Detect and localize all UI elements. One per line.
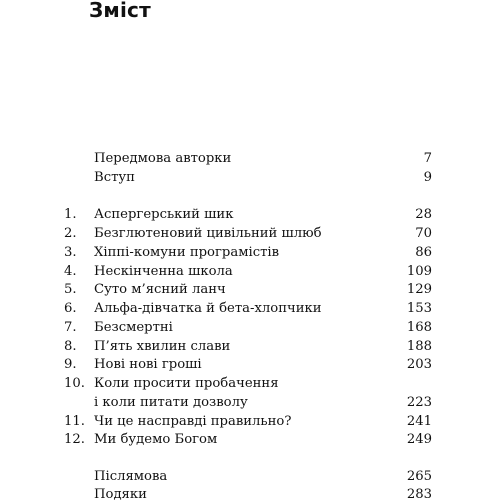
toc-entry-page: 188 [406, 339, 432, 354]
toc-entry-foreword [64, 149, 432, 168]
toc-entry-title: Вступ [94, 170, 135, 185]
toc-entry-page: 28 [415, 207, 432, 222]
toc-entry-page: 203 [406, 357, 432, 372]
toc-entry-number: 6. [64, 301, 77, 316]
toc-entry-page: 283 [406, 487, 432, 502]
toc-entry-title: Аспергерський шик [94, 207, 234, 222]
toc-entry-title: Хіппі-комуни програмістів [94, 245, 280, 260]
toc-entry-page: 168 [406, 320, 432, 335]
toc-entry-title: Передмова авторки [94, 151, 232, 166]
toc-entry-chapter-7 [64, 318, 432, 337]
toc-entry-chapter-9 [64, 355, 432, 374]
toc-entry-chapter-3 [64, 243, 432, 262]
toc-entry-chapter-1 [64, 205, 432, 224]
toc-entry-page: 70 [415, 226, 432, 241]
toc-entry-title: Коли просити пробачення [94, 376, 279, 391]
toc-entry-number: 8. [64, 339, 77, 354]
toc-entry-page: 129 [406, 282, 432, 297]
toc-entry-title: Післямова [94, 469, 168, 484]
toc-entry-acknowledgements [64, 485, 432, 504]
toc-entry-number: 3. [64, 245, 77, 260]
toc-entry-number: 10. [64, 376, 85, 391]
toc-entry-title: Подяки [94, 487, 147, 502]
toc-entry-number: 1. [64, 207, 77, 222]
toc-entry-title: Чи це насправді правильно? [94, 414, 292, 429]
toc-entry-number: 4. [64, 264, 77, 279]
toc-entry-page: 7 [423, 151, 432, 166]
toc-entry-title: Ми будемо Богом [94, 432, 218, 447]
toc-entry-chapter-4 [64, 262, 432, 281]
toc-entry-page: 153 [406, 301, 432, 316]
toc-entry-number: 5. [64, 282, 77, 297]
toc-entry-page: 9 [423, 170, 432, 185]
toc-entry-introduction [64, 168, 432, 187]
toc-entry-chapter-6 [64, 299, 432, 318]
toc-entry-chapter-10-continued [64, 393, 432, 412]
toc-entry-page: 109 [406, 264, 432, 279]
toc-entry-number: 9. [64, 357, 77, 372]
toc-entry-page: 86 [415, 245, 432, 260]
toc-entry-number: 7. [64, 320, 77, 335]
toc-entry-chapter-8 [64, 337, 432, 356]
toc-entry-title: Альфа-дівчатка й бета-хлопчики [94, 301, 322, 316]
toc-entry-chapter-12 [64, 430, 432, 449]
toc-entry-title: Безглютеновий цивільний шлюб [94, 226, 322, 241]
toc-entry-number: 11. [64, 414, 85, 429]
toc-entry-afterword [64, 467, 432, 486]
toc-entry-chapter-2 [64, 224, 432, 243]
toc-entry-title: Нескінченна школа [94, 264, 233, 279]
toc-entry-title-line2: і коли питати дозволу [94, 395, 248, 410]
toc-entry-title: Нові нові гроші [94, 357, 202, 372]
toc-entry-chapter-5 [64, 280, 432, 299]
toc-entry-page: 223 [406, 395, 432, 410]
toc-entry-chapter-11 [64, 412, 432, 431]
toc-entry-page: 249 [406, 432, 432, 447]
toc-entry-number: 12. [64, 432, 85, 447]
toc-entry-number: 2. [64, 226, 77, 241]
toc-entry-page: 265 [406, 469, 432, 484]
toc-entry-title: Суто м’ясний ланч [94, 282, 226, 297]
toc-entry-title: П’ять хвилин слави [94, 339, 231, 354]
toc-entry-chapter-10 [64, 374, 432, 393]
toc-entry-page: 241 [406, 414, 432, 429]
page-title: Зміст [89, 0, 151, 22]
toc-entry-title: Безсмертні [94, 320, 173, 335]
